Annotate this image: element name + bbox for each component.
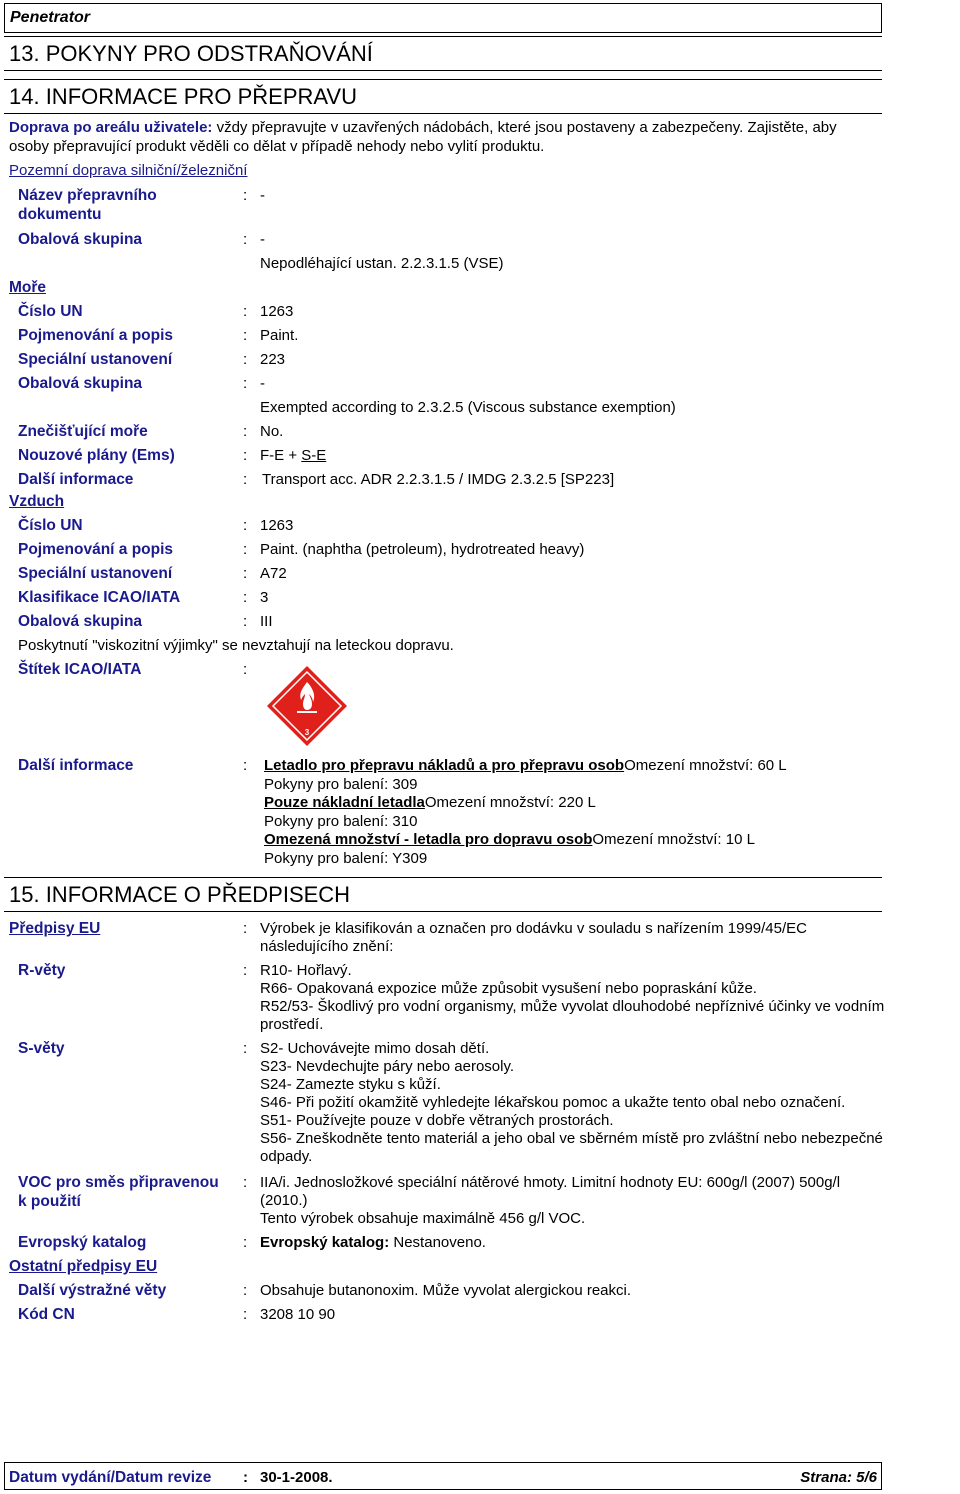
eu-regs-label: Předpisy EU (9, 920, 101, 937)
colon: : (243, 1282, 248, 1299)
r-phrase: R66- Opakovaná expozice může způsobit vysušení nebo popraskání kůže. (260, 980, 757, 997)
sea-info-label: Další informace (18, 471, 134, 488)
air-note: Poskytnutí "viskozitní výjimky" se nevztahují na leteckou dopravu. (18, 637, 454, 654)
road-heading: Pozemní doprava silniční/železniční (9, 162, 248, 179)
section-14-title: 14. INFORMACE PRO PŘEPRAVU (9, 84, 357, 109)
colon: : (243, 303, 248, 320)
placard-number: 3 (304, 728, 310, 737)
s-phrase: S24- Zamezte styku s kůží. (260, 1076, 441, 1093)
section-14-bar (4, 79, 882, 114)
document-footer (4, 1462, 882, 1490)
colon: : (243, 661, 248, 678)
warning-phrases-label: Další výstražné věty (18, 1282, 167, 1299)
air-info-row-1: Letadlo pro přepravu nákladů a pro přepravu osobOmezení množství: 60 L (264, 757, 787, 774)
eu-catalog-label: Evropský katalog (18, 1234, 147, 1251)
sea-note: Exempted according to 2.3.2.5 (Viscous substance exemption) (260, 399, 676, 416)
sea-mp-label: Znečišťující moře (18, 423, 148, 440)
r-phrase: R10- Hořlavý. (260, 962, 352, 979)
s-phrase: S51- Používejte pouze v dobře větraných prostorách. (260, 1112, 614, 1129)
colon: : (243, 327, 248, 344)
document-header (4, 3, 882, 33)
colon: : (243, 375, 248, 392)
s-phrase: S46- Při požití okamžitě vyhledejte lékařskou pomoc a ukažte tento obal nebo označení. (260, 1094, 846, 1111)
colon: : (243, 187, 248, 204)
intro-line-2: osoby přepravující produkt věděli co dělat v případě nehody nebo vylití produktu. (9, 138, 545, 155)
air-info-pack: Pokyny pro balení: 309 (264, 776, 418, 793)
colon: : (243, 471, 248, 488)
cn-code-label: Kód CN (18, 1306, 75, 1323)
road-doc-value: - (260, 187, 265, 204)
ems-link[interactable]: S-E (301, 447, 327, 464)
eu-regs-line-1: Výrobek je klasifikován a označen pro dodávku v souladu s nařízením 1999/45/EC (260, 920, 807, 937)
warning-phrases-value: Obsahuje butanonoxim. Může vyvolat alergickou reakci. (260, 1282, 632, 1299)
sea-mp-value: No. (260, 423, 284, 440)
air-pg-label: Obalová skupina (18, 613, 143, 630)
sea-heading: Moře (9, 279, 47, 296)
air-un-label: Číslo UN (18, 517, 83, 534)
air-name-label: Pojmenování a popis (18, 541, 174, 558)
flammable-liquid-placard-icon (265, 664, 349, 748)
colon: : (243, 1040, 248, 1057)
page-number: Strana: 5/6 (800, 1469, 877, 1486)
sea-name-value: Paint. (260, 327, 299, 344)
air-name-value: Paint. (naphtha (petroleum), hydrotreated heavy) (260, 541, 585, 558)
air-info-pack: Pokyny pro balení: 310 (264, 813, 418, 830)
sea-un-value: 1263 (260, 303, 294, 320)
colon: : (243, 447, 248, 464)
colon: : (243, 589, 248, 606)
air-info-row-3: Omezená množství - letadla pro dopravu osobOmezení množství: 10 L (264, 831, 755, 848)
sea-un-label: Číslo UN (18, 303, 83, 320)
colon: : (243, 1174, 248, 1191)
colon: : (243, 757, 248, 774)
section-15-title: 15. INFORMACE O PŘEDPISECH (9, 882, 351, 907)
colon: : (243, 541, 248, 558)
air-info-label: Další informace (18, 757, 134, 774)
issue-date-label: Datum vydání/Datum revize (9, 1469, 212, 1486)
eu-catalog-value: Evropský katalog: Nestanoveno. (260, 1234, 486, 1251)
sea-sp-value: 223 (260, 351, 286, 368)
road-pg-label: Obalová skupina (18, 231, 143, 248)
eu-regs-line-2: následujícího znění: (260, 938, 394, 955)
road-doc-label-2: dokumentu (18, 206, 102, 223)
air-sp-value: A72 (260, 565, 287, 582)
road-doc-label-1: Název přepravního (18, 187, 157, 204)
air-label-label: Štítek ICAO/IATA (18, 661, 142, 678)
sea-sp-label: Speciální ustanovení (18, 351, 173, 368)
section-13-bar (4, 36, 882, 71)
road-note: Nepodléhající ustan. 2.2.3.1.5 (VSE) (260, 255, 504, 272)
s-phrase: S2- Uchovávejte mimo dosah dětí. (260, 1040, 490, 1057)
colon: : (243, 613, 248, 630)
road-pg-value: - (260, 231, 265, 248)
air-pg-value: III (260, 613, 273, 630)
other-regs-heading: Ostatní předpisy EU (9, 1258, 158, 1275)
colon: : (243, 962, 248, 979)
r-phrases-label: R-věty (18, 962, 66, 979)
r-phrase: R52/53- Škodlivý pro vodní organismy, může vyvolat dlouhodobé nepříznivé účinky ve vodním (260, 998, 885, 1015)
air-info-head: Letadlo pro přepravu nákladů a pro přepravu osob (264, 757, 625, 774)
air-info-head: Pouze nákladní letadla (264, 794, 425, 811)
sea-info-value: Transport acc. ADR 2.2.3.1.5 / IMDG 2.3.2.5 [SP223] (262, 471, 615, 488)
colon: : (243, 1234, 248, 1251)
product-name: Penetrator (10, 9, 91, 26)
sea-pg-label: Obalová skupina (18, 375, 143, 392)
colon: : (243, 565, 248, 582)
voc-label-1: VOC pro směs připravenou (18, 1174, 219, 1191)
air-un-value: 1263 (260, 517, 294, 534)
voc-line: IIA/i. Jednosložkové speciální nátěrové hmoty. Limitní hodnoty EU: 600g/l (2007) 500g/l (260, 1174, 841, 1191)
voc-line: (2010.) (260, 1192, 308, 1209)
s-phrase: odpady. (260, 1148, 313, 1165)
colon: : (243, 1306, 248, 1323)
voc-label-2: k použití (18, 1193, 81, 1210)
air-class-value: 3 (260, 589, 269, 606)
sea-ems-label: Nouzové plány (Ems) (18, 447, 175, 464)
section-13-title: 13. POKYNY PRO ODSTRAŇOVÁNÍ (9, 41, 373, 66)
intro-line-1: Doprava po areálu uživatele: vždy přepravujte v uzavřených nádobách, které jsou postaveny a zabezpečeny. Zajistěte, aby (9, 119, 837, 136)
sea-pg-value: - (260, 375, 265, 392)
sea-ems-value: F-E + S-E (260, 447, 327, 464)
section-15-bar (4, 877, 882, 912)
cn-code-value: 3208 10 90 (260, 1306, 336, 1323)
colon: : (243, 351, 248, 368)
air-sp-label: Speciální ustanovení (18, 565, 173, 582)
colon: : (243, 231, 248, 248)
s-phrase: S56- Zneškodněte tento materiál a jeho obal ve sběrném místě pro zvláštní nebo nebezpečné (260, 1130, 883, 1147)
air-info-pack: Pokyny pro balení: Y309 (264, 850, 428, 867)
sea-name-label: Pojmenování a popis (18, 327, 174, 344)
colon: : (243, 423, 248, 440)
flame-base (297, 711, 317, 713)
air-heading: Vzduch (9, 493, 65, 510)
air-info-head: Omezená množství - letadla pro dopravu osob (264, 831, 593, 848)
issue-date-value: 30-1-2008. (260, 1469, 333, 1486)
s-phrases-label: S-věty (18, 1040, 65, 1057)
air-class-label: Klasifikace ICAO/IATA (18, 589, 181, 606)
colon: : (243, 920, 248, 937)
r-phrase: prostředí. (260, 1016, 324, 1033)
voc-line: Tento výrobek obsahuje maximálně 456 g/l VOC. (260, 1210, 586, 1227)
colon: : (243, 517, 248, 534)
s-phrase: S23- Nevdechujte páry nebo aerosoly. (260, 1058, 515, 1075)
air-info-row-2: Pouze nákladní letadlaOmezení množství: 220 L (264, 794, 596, 811)
colon: : (243, 1469, 248, 1486)
